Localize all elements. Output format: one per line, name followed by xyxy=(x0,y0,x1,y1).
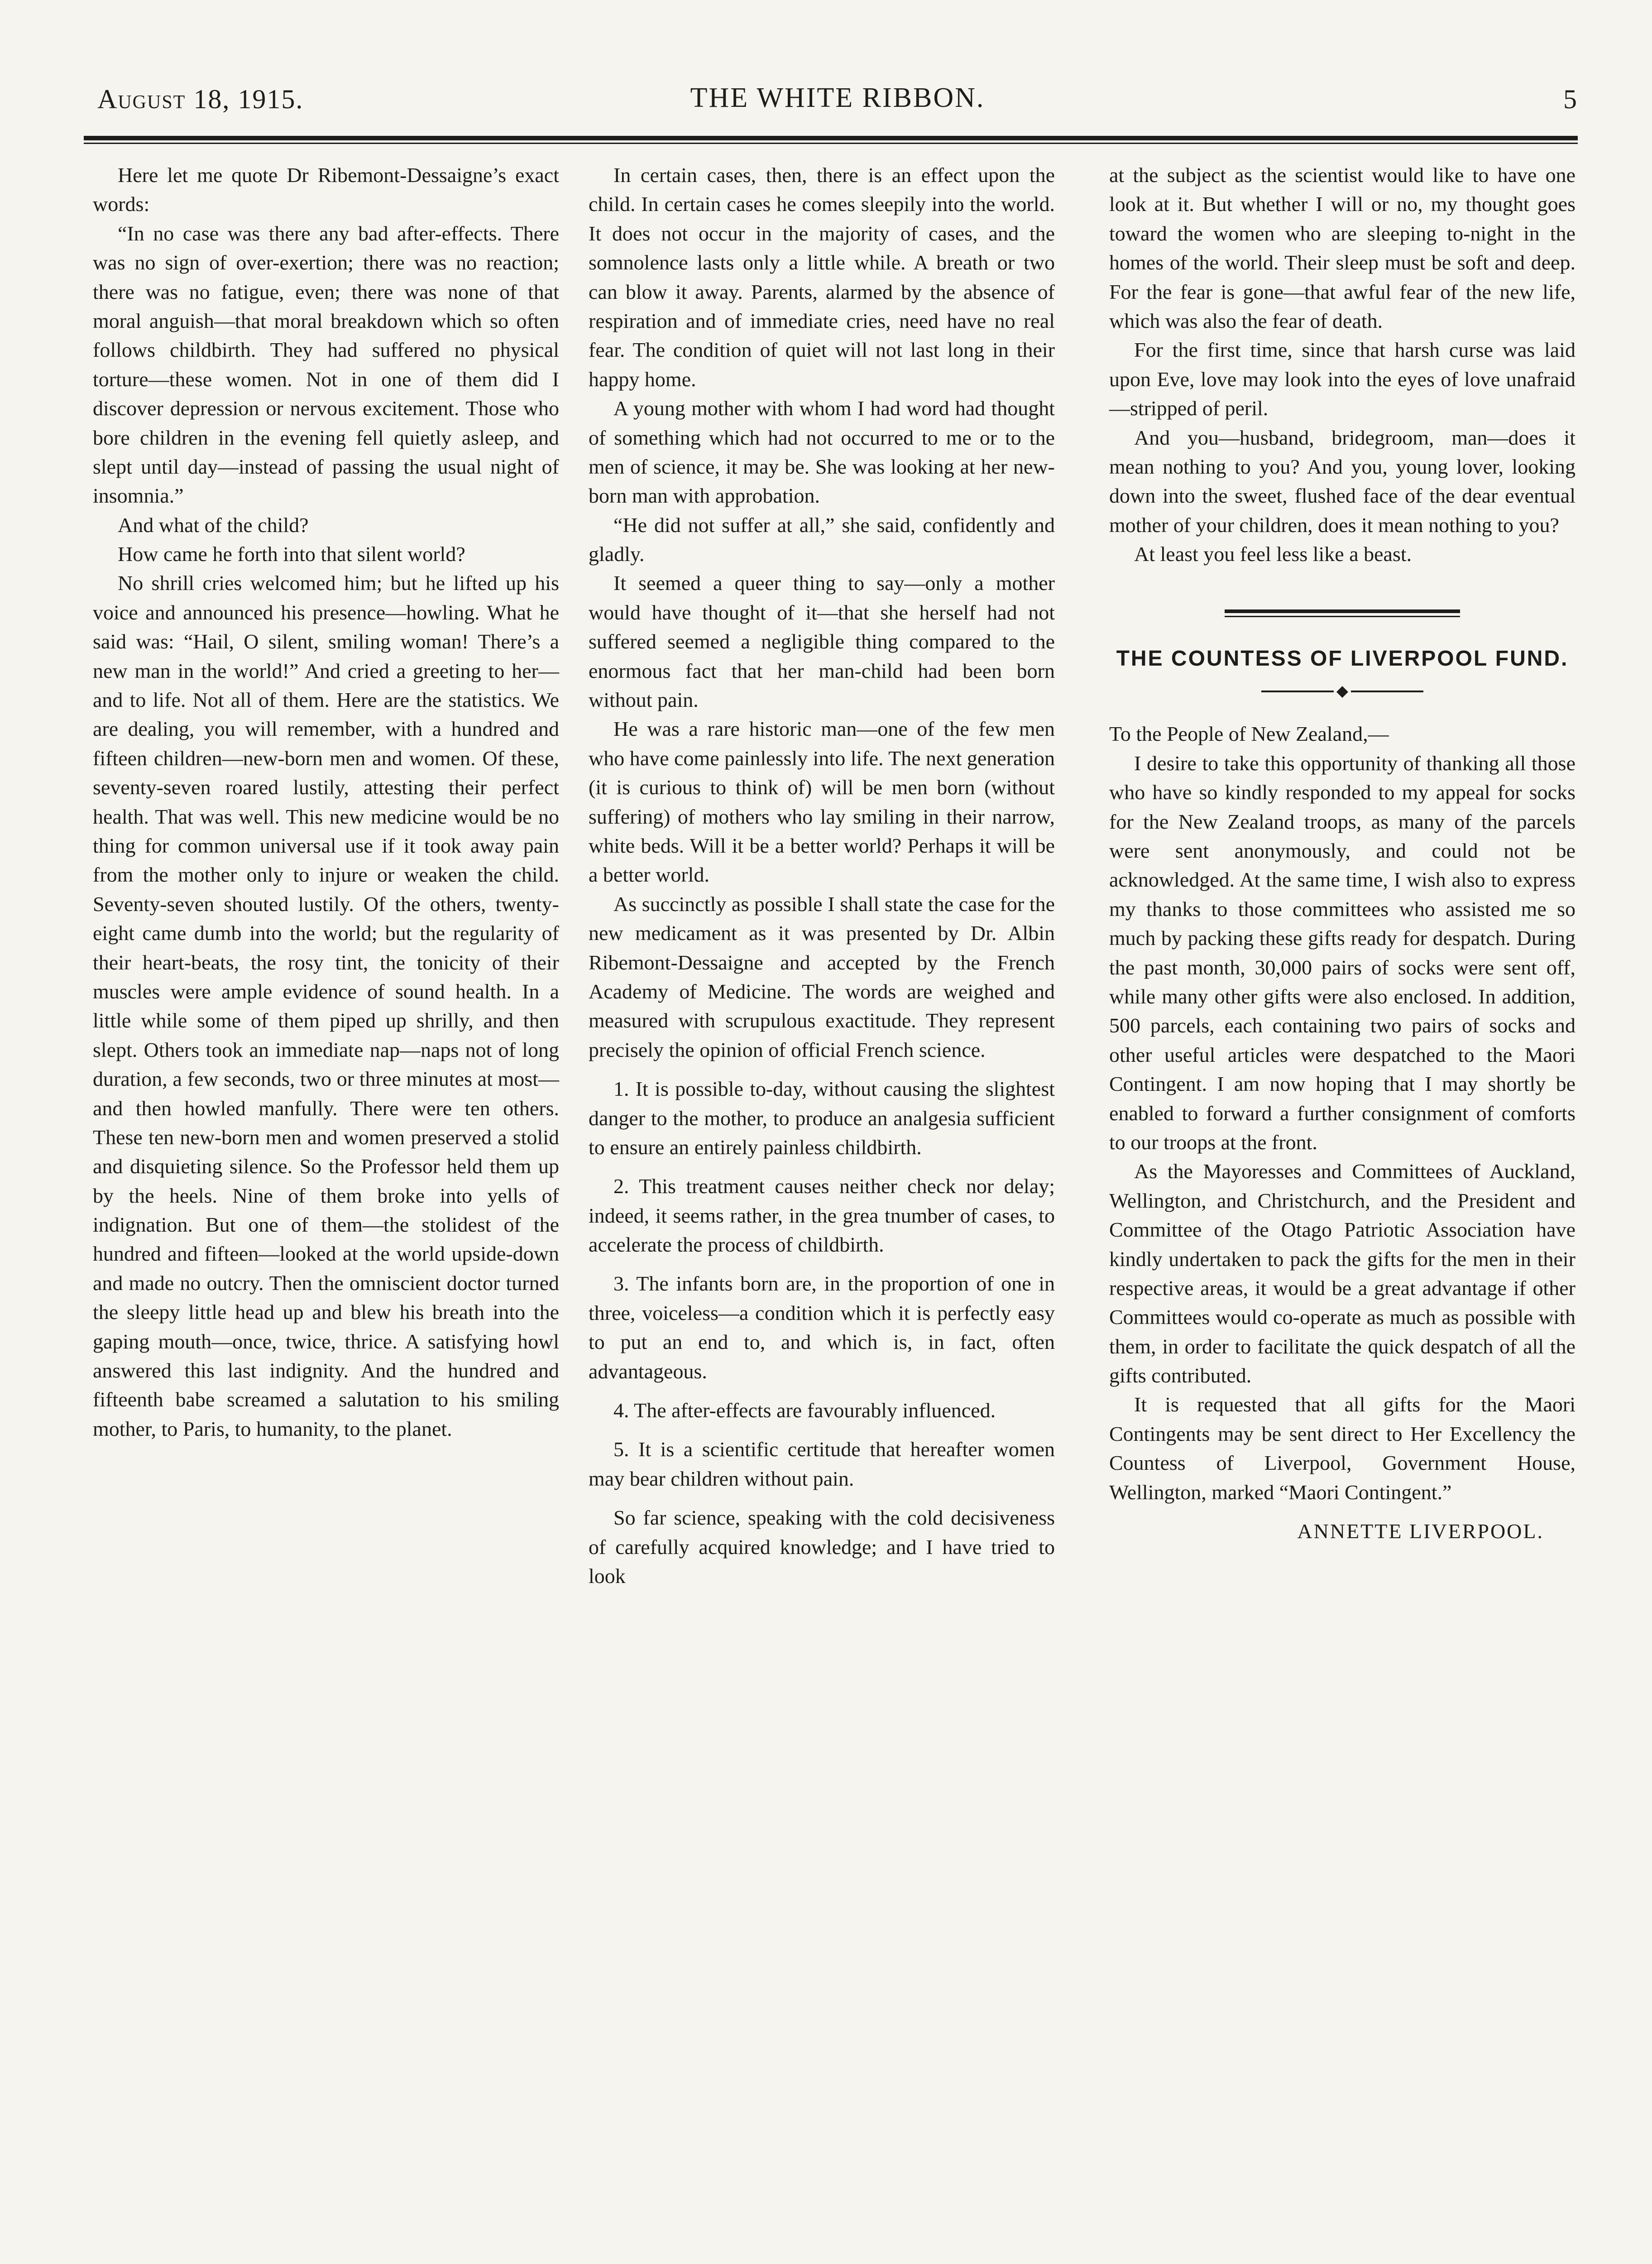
paragraph: 2. This treatment causes neither check nor delay; indeed, it seems rather, in the grea tnumber of cases, to accelerate the process of childbirth. xyxy=(589,1175,1055,1257)
paragraph: at the subject as the scientist would like to have one look at it. But whether I will or no, my thought goes toward the women who are sleeping to-night in the homes of the world. Their sleep must be soft and deep. For the fear is gone—that awful fear of the new life, which was also the fear of death. xyxy=(1109,163,1575,332)
paragraph: At least you feel less like a beast. xyxy=(1134,542,1412,566)
heading-ornament xyxy=(1109,683,1575,699)
column-2 xyxy=(589,161,1055,1591)
ornament-line-left xyxy=(1261,691,1334,692)
column-3 xyxy=(1109,161,1575,1546)
newspaper-title: THE WHITE RIBBON. xyxy=(690,82,985,113)
paragraph: As the Mayoresses and Committees of Auckland, Wellington, and Christchurch, and the President and Committee of the Otago Patriotic Association have kindly undertaken to pack the gifts for the men in their respective areas, it would be a great advantage if other Committees would co-operate as much as possible with them, in order to facilitate the quick despatch of all the gifts contributed. xyxy=(1109,1160,1575,1387)
column-1 xyxy=(93,161,559,1444)
article-conclusion xyxy=(1109,161,1575,569)
page-header xyxy=(97,79,1578,125)
ornament-line-right xyxy=(1351,691,1423,692)
letter-body xyxy=(1109,749,1575,1507)
fund-heading: THE COUNTESS OF LIVERPOOL FUND. xyxy=(1116,647,1569,671)
paragraph: 3. The infants born are, in the proportion of one in three, voiceless—a condition which it is perfectly easy to put an end to, and which is, in fact, often advantageous. xyxy=(589,1272,1055,1383)
paragraph: “In no case was there any bad after-effects. There was no sign of over-exertion; there was no reaction; there was no fatigue, even; there was none of that moral anguish—that moral breakdown which so often follows childbirth. They had suffered no physical torture—these women. Not in one of them did I discover depression or nervous excitement. Those who bore children in the evening fell quietly asleep, and slept until day—instead of passing the usual night of insomnia.” xyxy=(93,221,559,508)
paragraph: 5. It is a scientific certitude that hereafter women may bear children without pain. xyxy=(589,1438,1055,1490)
paragraph: In certain cases, then, there is an effect upon the child. In certain cases he comes sleepily into the world. It does not occur in the majority of cases, and the somnolence lasts only a little while. A breath or two can blow it away. Parents, alarmed by the absence of respiration and of immediate cries, need have no real fear. The condition of quiet will not last long in their happy home. xyxy=(589,163,1055,391)
paragraph: As succinctly as possible I shall state the case for the new medicament as it was presented by Dr. Albin Ribemont-Dessaigne and accepted by the French Academy of Medicine. The words are weighed and measured with scrupulous exactitude. They represent precisely the opinion of official French science. xyxy=(589,892,1055,1061)
paragraph: I desire to take this opportunity of thanking all those who have so kindly responded to my appeal for socks for the New Zealand troops, as many of the parcels were sent anonymously, and could not be acknowledged. At the same time, I wish also to express my thanks to those committees who assisted me so much by packing these gifts ready for despatch. During the past month, 30,000 pairs of socks were sent off, while many other gifts were also enclosed. In addition, 500 parcels, each containing two pairs of socks and other useful articles were despatched to the Maori Contingent. I am now hoping that I may shortly be enabled to forward a further consignment of comforts to our troops at the front. xyxy=(1109,751,1575,1154)
paragraph: No shrill cries welcomed him; but he lifted up his voice and announced his presence—howling. What he said was: “Hail, O silent, smiling woman! There’s a new man in the world!” And cried a greeting to her—and to life. Not all of them. Here are the statistics. We are dealing, you will remember, with a hundred and fifteen children—new-born men and women. Of these, seventy-seven roared lustily, attesting their perfect health. That was well. This new medicine would be no thing for common universal use if it took away pain from the mother only to injure or weaken the child. Seventy-seven shouted lustily. Of the others, twenty-eight came dumb into the world; but the regularity of their heart-beats, the rosy tint, the tonicity of their muscles were ample evidence of sound health. In a little while some of them piped up shrilly, and then slept. Others took an immediate nap—naps not of long duration, a few seconds, two or three minutes at most—and then howled manfully. There were ten others. These ten new-born men and women preserved a stolid and disquieting silence. So the Professor held them up by the heels. Nine of them broke into yells of indignation. But one of them—the stolidest of the hundred and fifteen—looked at the world upside-down and made no outcry. Then the omniscient doctor turned the sleepy little head up and blew his breath into the gaping mouth—once, twice, thrice. A satisfying howl answered this last indignity. And the hundred and fifteenth babe screamed a salutation to his smiling mother, to Paris, to humanity, to the planet. xyxy=(93,571,559,1440)
paragraph: How came he forth into that silent world? xyxy=(118,542,465,566)
diamond-icon: ◆ xyxy=(1336,683,1349,700)
paragraph: A young mother with whom I had word had thought of something which had not occurred to me or to the men of science, it may be. She was looking at her new-born man with approbation. xyxy=(589,397,1055,508)
article-divider xyxy=(1225,609,1460,617)
paragraph: 1. It is possible to-day, without causing the slightest danger to the mother, to produce an analgesia sufficient to ensure an entirely painless childbirth. xyxy=(589,1077,1055,1159)
paragraph: So far science, speaking with the cold decisiveness of carefully acquired knowledge; and I have tried to look xyxy=(589,1506,1055,1588)
header-rule xyxy=(84,136,1578,144)
paragraph: “He did not suffer at all,” she said, confidently and gladly. xyxy=(589,513,1055,566)
paragraph: For the first time, since that harsh curse was laid upon Eve, love may look into the eyes of love unafraid—stripped of peril. xyxy=(1109,338,1575,420)
paragraph: And what of the child? xyxy=(118,513,309,537)
paragraph: It seemed a queer thing to say—only a mother would have thought of it—that she herself had not suffered seemed a negligible thing compared to the enormous fact that her man-child had been born without pain. xyxy=(589,571,1055,712)
paragraph: He was a rare historic man—one of the few men who have come painlessly into life. The next generation (it is curious to think of) will be men born (without suffering) of mothers who lay smiling in their narrow, white beds. Will it be a better world? Perhaps it will be a better world. xyxy=(589,717,1055,887)
letter-signature: ANNETTE LIVERPOOL. xyxy=(1297,1520,1544,1543)
page-number: 5 xyxy=(1563,84,1578,114)
paragraph: It is requested that all gifts for the Maori Contingents may be sent direct to Her Excellency the Countess of Liverpool, Government House, Wellington, marked “Maori Contingent.” xyxy=(1109,1393,1575,1504)
issue-date: August 18, 1915. xyxy=(97,84,304,114)
letter-salutation: To the People of New Zealand,— xyxy=(1109,722,1389,746)
paragraph: 4. The after-effects are favourably influenced. xyxy=(613,1399,996,1422)
paragraph: Here let me quote Dr Ribemont-Dessaigne’s exact words: xyxy=(93,163,559,216)
paragraph: And you—husband, bridegroom, man—does it mean nothing to you? And you, young lover, looking down into the sweet, flushed face of the dear eventual mother of your children, does it mean nothing to you? xyxy=(1109,426,1575,537)
